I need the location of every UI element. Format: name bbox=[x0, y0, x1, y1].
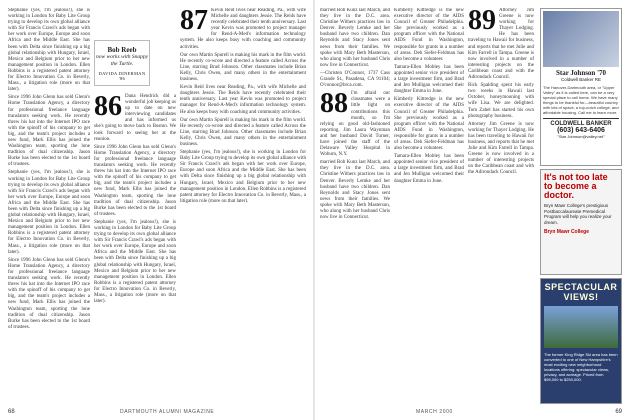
class-note: Stephanie (yes, I'm jealous!), she is working in London for Baby Lite Group trying to develop its own global alliance with Sir Francis Crawl's ads began with her work over Europe, Europe and soon Africa and the Middle East. She has been with Delta since finishing up a big global relationship with Hungary, Israel, Mexico and Belgium prior to her new management position in London. Ellen Robbins is a registered patent attorney for Electro Innovation Co. in Beverly, Mass., a litigation role (more on that later). bbox=[180, 150, 306, 204]
left-column-1 bbox=[8, 8, 90, 398]
class-note-signature: —Christen O'Connor, 1737 Cass Grande St., Pasadena, CA 91104; O'connor@brca.com. bbox=[320, 70, 390, 89]
class-note: Stephanie (yes, I'm jealous!), she is working in London for Baby Lite Group trying to develop its own global alliance with Sir Francis Crawl's ads began with her work over Europe, Europe and soon Africa and the Middle East. She has been with Delta since finishing up a big global relationship with Hungary, Israel, Mexico and Belgium prior to her new management position in London. Ellen Robbins is a registered patent attorney for Electro Innovation Co. in Beverly, Mass., a litigation role (more on that later). bbox=[94, 219, 176, 305]
advertisement-sidebar bbox=[540, 8, 622, 413]
right-column-3 bbox=[468, 8, 534, 398]
class-note: Stephanie (yes, I'm jealous!), she is working in London for Baby Lite Group trying to develop its own global alliance with Sir Francis Crawl's ads began with her work over Europe, Europe and soon Africa and the Middle East. She has been with Delta since finishing up a big global relationship with Hungary, Israel, Mexico and Belgium prior to her new management position in London. Ellen Robbins is a registered patent attorney for Electro Innovation Co. in Beverly, Mass., a litigation role (more on that later). bbox=[8, 8, 90, 93]
page-number: 68 bbox=[8, 409, 15, 415]
left-page bbox=[0, 0, 312, 420]
class-note: married Bob Kunz last March, and they live in the D.C. area. Christine Withers practices law in Denver. Beverly Lemke and her husband have two children. Dan Reynolds and Stacy Jones sent news from their families. We spoke with Mary Beth Masterson, who along with her husband Chris now live in Connecticut. bbox=[320, 8, 390, 68]
ad-headline: Bob Reeb bbox=[107, 46, 137, 54]
agent-photo bbox=[543, 11, 619, 67]
class-year-number: 87 bbox=[180, 8, 208, 36]
left-column-3 bbox=[180, 8, 306, 398]
class-year-number: 89 bbox=[468, 8, 496, 36]
class-note: Attorney Jim Greene is now working for Thayer Lodging. He has been traveling to Hawaii for business, and reports that he met Julie and Kim Farrell in Tampa. Greene is now involved in a number of interesting projects on the Caribbean coast and with the Adirondack Council. bbox=[468, 121, 534, 176]
email-link[interactable]: "Star Johnson@valley.net" bbox=[557, 133, 605, 139]
phone-number: (603) 643-6406 bbox=[557, 126, 605, 134]
ad-title: Star Johnson '70 bbox=[555, 69, 607, 77]
ad-title: SPECTACULAR VIEWS! bbox=[544, 282, 618, 302]
realtor-ad[interactable] bbox=[540, 8, 622, 166]
class-note: Stephanie (yes, I'm jealous!), she is working in London for Baby Lite Group trying to develop its own global alliance with Sir Francis Crawl's ads began with her work over Europe, Europe and soon Africa and the Middle East. She has been with Delta since finishing up a big global relationship with Hungary, Israel, Mexico and Belgium prior to her new management position in London. Ellen Robbins is a registered patent attorney for Electro Innovation Co. in Beverly, Mass., a litigation role (more on that later). bbox=[8, 170, 90, 255]
class-year-number: 86 bbox=[94, 91, 122, 122]
class-note: Kevin Reid lives near Reading, Pa., with wife Michelle and daughters Jessie. The Reids have recently celebrated their tenth anniversary. Last year Kevin was promoted to project manager for Rend-A-Med's information technology system. He also keeps busy with coaching and community activities. bbox=[180, 85, 306, 115]
ad-body: The former King Ridge Ski area has been converted to one of New Hampshire's most exciting new neighborhood locations offering: spectacular views, privacy, and acreage. Priced from $95,000 to $250,000. bbox=[544, 352, 618, 382]
premed-ad[interactable] bbox=[540, 169, 622, 275]
class-note: Tamara-Ellen Mobley has been appointed senior vice president of a large investment firm, and Brad and Jen Mulligan welcomed their daughter Emma in June. bbox=[394, 64, 464, 95]
landscape-image bbox=[544, 306, 618, 348]
class-note: Our own Martin Spurell is making his mark in the film world. He recently co-wrote and directed a feature called Across the Line, starring Brad Johnson. Other classmates include Brian Kelly, Chris Owen, and many others in the entertainment business. bbox=[180, 117, 306, 147]
class-year-number: 88 bbox=[320, 88, 348, 120]
issue-date-footer: MARCH 2000 bbox=[416, 409, 453, 415]
magazine-footer: DARTMOUTH ALUMNI MAGAZINE bbox=[120, 409, 215, 415]
class-note: married Bob Kunz last March, and they live in the D.C. area. Christine Withers practices law in Denver. Beverly Lemke and her husband have two children. Dan Reynolds and Stacy Jones sent news from their families. We spoke with Mary Beth Masterson, who along with her husband Chris now live in Connecticut. bbox=[320, 160, 390, 221]
class-note: Tamara-Ellen Mobley has been appointed senior vice president of a large investment firm, and Brad and Jen Mulligan welcomed their daughter Emma in June. bbox=[394, 154, 464, 184]
small-ad-box bbox=[94, 40, 150, 86]
class-note: Kimberly Kittredge is the new executive director of the AIDS Council of Greater Philadelphia. She previously worked as a program officer with the National AIDS Fund in Washington, responsible for grants in a number of areas. Deb Siefer-Feldman has also become a volunteer. bbox=[394, 97, 464, 152]
page-number: 69 bbox=[615, 409, 622, 415]
brand-logo: COLDWELL BANKER bbox=[543, 118, 619, 127]
class-note: Since 1996 John Glenn has sold Glenn's Home Translation Agency, a directory for professional freelance language translators seeking work. He recently threw his hat into the Internet IPO race with the spinoff of his company to get big, and the team's project includes a new fund, Mark Ellis has joined the Washington team, sporting the lone tradition of dual citizenship. Jason Burke has been elected to the 1st board of trustees. bbox=[94, 144, 176, 217]
right-column-1 bbox=[320, 8, 390, 398]
page-gutter bbox=[313, 0, 315, 420]
class-note: Kimberly Kittredge is the new executive director of the AIDS Council of Greater Philadelphia. She previously worked as a program officer with the National AIDS Fund in Washington, responsible for grants in a number of areas. Deb Siefer-Feldman has also become a volunteer. bbox=[394, 8, 464, 62]
class-note: Dana Hendrick did a wonderful job keeping us up to date on new interviewing candidates and has informed us she's going to move back to Boston. We look forward to seeing her at the reunion. bbox=[94, 94, 176, 142]
real-estate-views-ad[interactable] bbox=[540, 278, 622, 404]
college-logo: Bryn Mawr College bbox=[544, 229, 590, 235]
class-note: Since 1996 John Glenn has sold Glenn's Home Translation Agency, a directory for professional freelance language translators seeking work. He recently threw his hat into the Internet IPO race with the spinoff of his company to get big, and the team's project includes a new fund, Mark Ellis has joined the Washington team, sporting the lone tradition of dual citizenship. Jason Burke has been elected to the 1st board of trustees. bbox=[8, 95, 90, 168]
ad-subtitle: Coldwell Banker RE bbox=[560, 77, 602, 82]
class-note: Rick Spalding spent his early two weeks in Hawaii last October, honeymooning with wife Lisa. We are delighted. Tom Zabel has started his own photography business. bbox=[468, 83, 534, 119]
right-column-2 bbox=[394, 8, 464, 398]
ad-byline: DAVIDA DINERMAN '86 bbox=[98, 71, 146, 81]
class-note: Since 1996 John Glenn has sold Glenn's Home Translation Agency, a directory for professional freelance language translators seeking work. He recently threw his hat into the Internet IPO race with the spinoff of his company to get big, and the team's project includes a new fund, Mark Ellis has joined the Washington team, sporting the lone tradition of dual citizenship. Jason Burke has been elected to the 1st board of trustees. bbox=[8, 257, 90, 330]
class-note: Kevin Reid lives near Reading, Pa., with wife Michelle and daughters Jessie. The Reids have recently celebrated their tenth anniversary. Last year Kevin was promoted to project manager for Rend-A-Med's information technology system. He also keeps busy with coaching and community activities. bbox=[180, 8, 306, 50]
class-note: I'm afraid our classmates were a little light on contributions this month, so I'm relying on good old-fashioned reporting. Jim Laura Waynman and her husband David Turner, have joined the staff of the Delaware Valley Hospital in Woburn, N.Y. bbox=[320, 91, 390, 158]
ad-title: It's not too late to become a doctor. bbox=[544, 172, 608, 200]
class-note: Our own Martin Spurell is making his mark in the film world. He recently co-wrote and directed a feature called Across the Line, starring Brad Johnson. Other classmates include Brian Kelly, Chris Owen, and many others in the entertainment business. bbox=[180, 52, 306, 83]
ad-tagline: now works with Snappy the Turtle. bbox=[95, 54, 149, 67]
ad-body: The Hanover-Dartmouth area, or "Upper Valley" as it is called here, can be a very special place to call home. We have many things to be thankful for—beautiful country with lots of space, a top-notch college, and affordable housing. Call me to learn more. bbox=[543, 84, 619, 115]
class-note: Attorney Jim Greene is now working for Thayer Lodging. He has been traveling to Hawaii for business, and reports that he met Julie and Kim Farrell in Tampa. Greene is now involved in a number of interesting projects on the Caribbean coast and with the Adirondack Council. bbox=[468, 8, 534, 81]
ad-body: Bryn Mawr College's prestigious Postbaccalaureate Premedical Program will help you realize your dream. bbox=[544, 203, 612, 225]
